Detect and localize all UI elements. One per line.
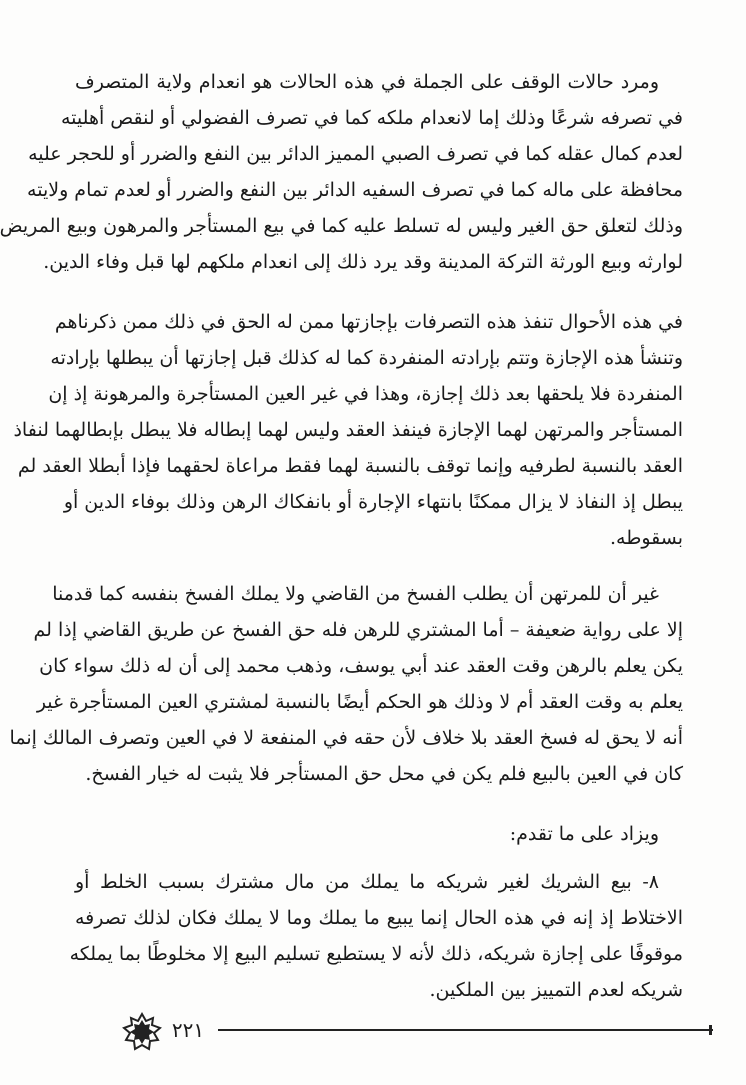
- paragraph-4: [75, 816, 683, 852]
- text-line: بسقوطه.: [609, 527, 683, 549]
- paragraph-2: [13, 304, 683, 556]
- text-line: العقد بالنسبة لطرفيه وإنما توقف بالنسبة لهما فقط مراعاة لحقهما فإذا أبطلا العقد لم: [17, 455, 683, 477]
- text-line: لوارثه وبيع الورثة التركة المدينة وقد يرد ذلك إلى انعدام ملكهم لها قبل وفاء الدين.: [43, 251, 683, 273]
- page-number: ٢٢١: [171, 1018, 205, 1042]
- text-line: الاختلاط إذ إنه في هذه الحال إنما يبيع ما يملك وما لا يملك فكان لذلك تصرفه: [75, 907, 683, 929]
- page-footer: [118, 1010, 718, 1054]
- footer-rule: [218, 1029, 713, 1031]
- text-line: يكن يعلم بالرهن وقت العقد عند أبي يوسف، وذهب محمد إلى أن له ذلك سواء كان: [39, 655, 683, 677]
- text-line: لعدم كمال عقله كما في تصرف الصبي المميز الدائر بين النفع والضرر أو للحجر عليه: [28, 143, 683, 165]
- text-line: يبطل إذ النفاذ لا يزال ممكنًا بانتهاء الإجارة أو بانفكاك الرهن وذلك بوفاء الدين أو: [63, 491, 683, 513]
- text-line: المستأجر والمرتهن لهما الإجازة فينفذ العقد وليس لهما إبطاله فلا يبطل بإبطالهما لنفاذ: [13, 419, 683, 441]
- text-line: ومرد حالات الوقف على الجملة في هذه الحالات هو انعدام ولاية المتصرف: [75, 71, 659, 93]
- text-line: يعلم به وقت العقد أم لا وذلك هو الحكم أيضًا بالنسبة لمشتري العين المستأجرة غير: [36, 691, 683, 713]
- text-line: في هذه الأحوال تنفذ هذه التصرفات بإجازتها ممن له الحق في ذلك ممن ذكرناهم: [54, 311, 683, 333]
- text-line: كان في العين بالبيع فلم يكن في محل حق المستأجر فلا يثبت له خيار الفسخ.: [85, 763, 683, 785]
- text-line: أنه لا يحق له فسخ العقد بلا خلاف لأن حقه في المنفعة لا في العين وتصرف المالك إنما: [9, 727, 683, 749]
- paragraph-1: [0, 64, 683, 280]
- star-ornament-icon: [122, 1012, 162, 1052]
- text-line: ويزاد على ما تقدم:: [509, 823, 659, 845]
- text-line: محافظة على ماله كما في تصرف السفيه الدائر بين النفع والضرر أو لعدم تمام ولايته: [27, 179, 683, 201]
- paragraph-3: [9, 576, 683, 792]
- text-line: في تصرفه شرعًا وذلك إما لانعدام ملكه كما في تصرف الفضولي أو لنقص أهليته: [61, 107, 683, 129]
- paragraph-5: [69, 864, 683, 1008]
- text-line: وتنشأ هذه الإجازة وتتم بإرادته المنفردة كما له كذلك قبل إجازتها أن يبطلها بإرادته: [50, 347, 683, 369]
- text-line: وذلك لتعلق حق الغير وليس له تسلط عليه كما في بيع المستأجر والمرهون وبيع المريض: [0, 215, 683, 237]
- text-line: غير أن للمرتهن أن يطلب الفسخ من القاضي ولا يملك الفسخ بنفسه كما قدمنا: [52, 583, 659, 605]
- text-line: ٨- بيع الشريك لغير شريكه ما يملك من مال مشترك بسبب الخلط أو: [75, 871, 659, 893]
- text-line: شريكه لعدم التمييز بين الملكين.: [429, 979, 683, 1001]
- footer-rule-cap: [709, 1025, 712, 1035]
- text-line: موقوفًا على إجازة شريكه، ذلك لأنه لا يستطيع تسليم البيع إلا مخلوطًا بما يملكه: [69, 943, 683, 965]
- text-line: المنفردة فلا يلحقها بعد ذلك إجازة، وهذا في غير العين المستأجرة والمرهونة إذ إن: [48, 383, 683, 405]
- text-line: إلا على رواية ضعيفة – أما المشتري للرهن فله حق الفسخ عن طريق القاضي إذا لم: [33, 619, 683, 641]
